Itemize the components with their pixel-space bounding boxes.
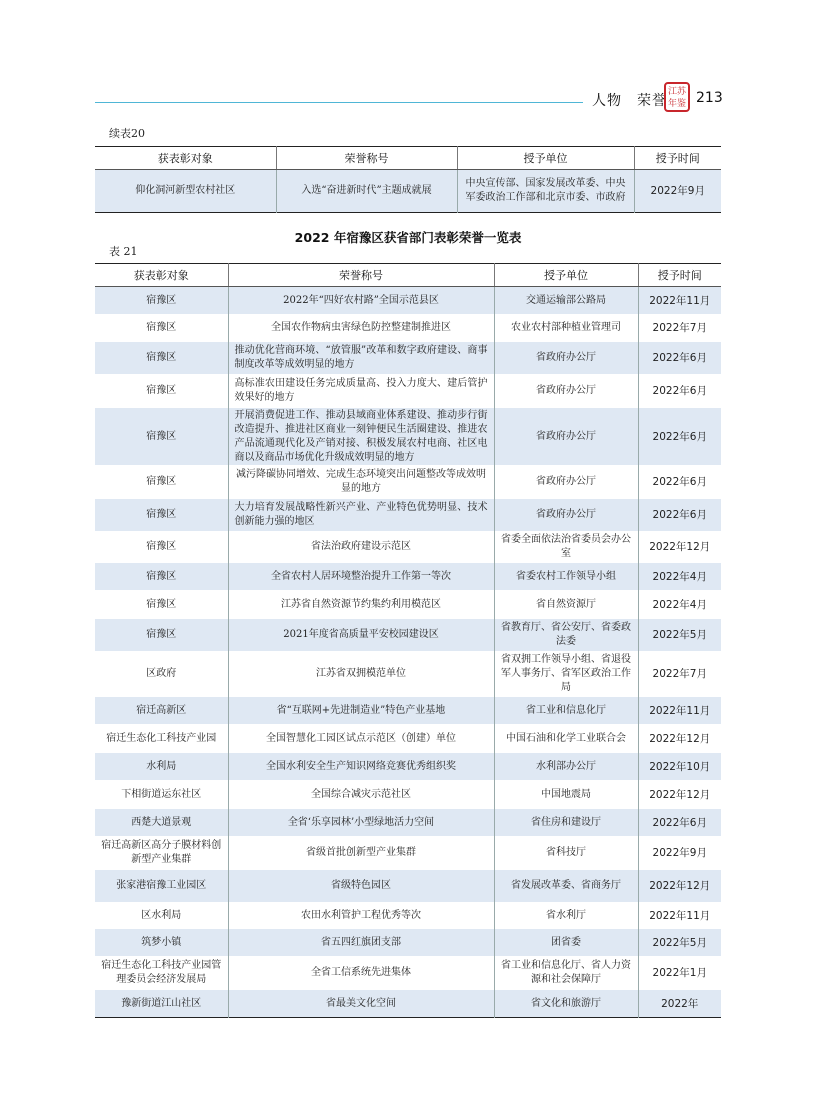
table-row	[95, 408, 721, 466]
honor-title-cell: 减污降碳协同增效、完成生态环境突出问题整改等成效明显的地方	[228, 466, 494, 499]
award-date-cell: 2022年4月	[638, 563, 721, 591]
page-number: 213	[696, 90, 723, 106]
table-header-row	[95, 264, 721, 287]
recipient-cell: 宿迁生态化工科技产业园管理委员会经济发展局	[95, 957, 228, 990]
column-header: 获表彰对象	[95, 147, 276, 170]
awarding-body-cell: 水利部办公厅	[494, 753, 638, 781]
awarding-body-cell: 省发展改革委、省商务厅	[494, 870, 638, 903]
recipient-cell: 区政府	[95, 652, 228, 697]
table-row	[95, 466, 721, 499]
award-date-cell: 2022年9月	[634, 170, 721, 213]
table-row	[95, 809, 721, 837]
recipient-cell: 宿迁高新区	[95, 697, 228, 725]
recipient-cell: 宿豫区	[95, 532, 228, 563]
table-row	[95, 781, 721, 809]
section-title: 人物 荣誉	[592, 93, 667, 109]
award-date-cell: 2022年7月	[638, 652, 721, 697]
honor-title-cell: 江苏省自然资源节约集约利用模范区	[228, 591, 494, 619]
table-row	[95, 837, 721, 870]
recipient-cell: 宿豫区	[95, 466, 228, 499]
recipient-cell: 仰化洞河新型农村社区	[95, 170, 276, 213]
table-row	[95, 619, 721, 652]
honor-title-cell: 全国农作物病虫害绿色防控整建制推进区	[228, 315, 494, 342]
recipient-cell: 筑梦小镇	[95, 929, 228, 957]
honor-title-cell: 省最美文化空间	[228, 990, 494, 1018]
recipient-cell: 宿豫区	[95, 315, 228, 342]
award-date-cell: 2022年5月	[638, 619, 721, 652]
award-date-cell: 2022年6月	[638, 342, 721, 375]
page-header	[0, 86, 816, 116]
honor-title-cell: 省“互联网+先进制造业”特色产业基地	[228, 697, 494, 725]
table-row	[95, 342, 721, 375]
recipient-cell: 宿豫区	[95, 563, 228, 591]
awarding-body-cell: 交通运输部公路局	[494, 287, 638, 315]
table-row	[95, 170, 721, 213]
award-date-cell: 2022年6月	[638, 466, 721, 499]
header-rule	[95, 102, 583, 103]
awarding-body-cell: 团省委	[494, 929, 638, 957]
honor-title-cell: 开展消费促进工作、推动县域商业体系建设、推动步行街改造提升、推进社区商业一刻钟便民生活圈建设、推进农产品流通现代化及产销对接、积极发展农村电商、社区电商以及商品市场优化升级成效明显的地方	[228, 408, 494, 466]
award-date-cell: 2022年11月	[638, 697, 721, 725]
award-date-cell: 2022年12月	[638, 725, 721, 753]
award-date-cell: 2022年4月	[638, 591, 721, 619]
table2-caption: 表 21	[109, 245, 138, 258]
honor-title-cell: 2021年度省高质量平安校园建设区	[228, 619, 494, 652]
recipient-cell: 宿豫区	[95, 591, 228, 619]
awarding-body-cell: 省工业和信息化厅	[494, 697, 638, 725]
award-date-cell: 2022年12月	[638, 781, 721, 809]
awarding-body-cell: 省委农村工作领导小组	[494, 563, 638, 591]
column-header: 授予时间	[638, 264, 721, 287]
awarding-body-cell: 省政府办公厅	[494, 466, 638, 499]
honor-title-cell: 省级首批创新型产业集群	[228, 837, 494, 870]
yearbook-seal-icon: 江苏 年鉴	[664, 82, 690, 112]
award-date-cell: 2022年6月	[638, 499, 721, 532]
award-date-cell: 2022年10月	[638, 753, 721, 781]
award-date-cell: 2022年7月	[638, 315, 721, 342]
awarding-body-cell: 中国石油和化学工业联合会	[494, 725, 638, 753]
awarding-body-cell: 省政府办公厅	[494, 499, 638, 532]
table-row	[95, 591, 721, 619]
award-date-cell: 2022年	[638, 990, 721, 1018]
recipient-cell: 水利局	[95, 753, 228, 781]
honor-title-cell: 2022年“四好农村路”全国示范县区	[228, 287, 494, 315]
award-date-cell: 2022年6月	[638, 408, 721, 466]
awarding-body-cell: 省住房和建设厅	[494, 809, 638, 837]
recipient-cell: 区水利局	[95, 903, 228, 929]
honor-title-cell: 全省工信系统先进集体	[228, 957, 494, 990]
award-date-cell: 2022年9月	[638, 837, 721, 870]
table-row	[95, 903, 721, 929]
award-date-cell: 2022年12月	[638, 870, 721, 903]
recipient-cell: 宿豫区	[95, 342, 228, 375]
column-header: 荣誉称号	[228, 264, 494, 287]
recipient-cell: 张家港宿豫工业园区	[95, 870, 228, 903]
awarding-body-cell: 省水利厅	[494, 903, 638, 929]
award-date-cell: 2022年5月	[638, 929, 721, 957]
table-row	[95, 532, 721, 563]
table-21	[95, 263, 721, 1018]
recipient-cell: 宿豫区	[95, 375, 228, 408]
table-row	[95, 375, 721, 408]
awarding-body-cell: 省工业和信息化厅、省人力资源和社会保障厅	[494, 957, 638, 990]
table-row	[95, 725, 721, 753]
honor-title-cell: 省法治政府建设示范区	[228, 532, 494, 563]
awarding-body-cell: 省科技厅	[494, 837, 638, 870]
table-row	[95, 957, 721, 990]
recipient-cell: 宿豫区	[95, 499, 228, 532]
honor-title-cell: 全国综合减灾示范社区	[228, 781, 494, 809]
table-row	[95, 697, 721, 725]
recipient-cell: 宿迁生态化工科技产业园	[95, 725, 228, 753]
honor-title-cell: 全省‘乐享园林’小型绿地活力空间	[228, 809, 494, 837]
table-row	[95, 870, 721, 903]
table-row	[95, 499, 721, 532]
table-row	[95, 287, 721, 315]
column-header: 授予时间	[634, 147, 721, 170]
table-header-row	[95, 147, 721, 170]
table-row	[95, 753, 721, 781]
recipient-cell: 宿豫区	[95, 408, 228, 466]
awarding-body-cell: 中央宣传部、国家发展改革委、中央军委政治工作部和北京市委、市政府	[457, 170, 634, 213]
table-20-continued	[95, 146, 721, 213]
awarding-body-cell: 省自然资源厅	[494, 591, 638, 619]
honor-title-cell: 江苏省双拥模范单位	[228, 652, 494, 697]
table-row	[95, 315, 721, 342]
awarding-body-cell: 省文化和旅游厅	[494, 990, 638, 1018]
honor-title-cell: 大力培育发展战略性新兴产业、产业特色优势明显、技术创新能力强的地区	[228, 499, 494, 532]
awarding-body-cell: 农业农村部种植业管理司	[494, 315, 638, 342]
recipient-cell: 豫新街道江山社区	[95, 990, 228, 1018]
recipient-cell: 下相街道运东社区	[95, 781, 228, 809]
table-row	[95, 652, 721, 697]
column-header: 荣誉称号	[276, 147, 457, 170]
award-date-cell: 2022年12月	[638, 532, 721, 563]
awarding-body-cell: 省委全面依法治省委员会办公室	[494, 532, 638, 563]
award-date-cell: 2022年11月	[638, 287, 721, 315]
honor-title-cell: 全国水利安全生产知识网络竞赛优秀组织奖	[228, 753, 494, 781]
column-header: 授予单位	[457, 147, 634, 170]
recipient-cell: 宿豫区	[95, 619, 228, 652]
awarding-body-cell: 中国地震局	[494, 781, 638, 809]
honor-title-cell: 高标准农田建设任务完成质量高、投入力度大、建后管护效果好的地方	[228, 375, 494, 408]
honor-title-cell: 入选“奋进新时代”主题成就展	[276, 170, 457, 213]
recipient-cell: 宿迁高新区高分子膜材料创新型产业集群	[95, 837, 228, 870]
awarding-body-cell: 省政府办公厅	[494, 342, 638, 375]
honor-title-cell: 省级特色园区	[228, 870, 494, 903]
award-date-cell: 2022年11月	[638, 903, 721, 929]
award-date-cell: 2022年6月	[638, 809, 721, 837]
table-row	[95, 563, 721, 591]
honor-title-cell: 农田水利管护工程优秀等次	[228, 903, 494, 929]
honor-title-cell: 推动优化营商环境、“放管服”改革和数字政府建设、商事制度改革等成效明显的地方	[228, 342, 494, 375]
honor-title-cell: 省五四红旗团支部	[228, 929, 494, 957]
recipient-cell: 西楚大道景观	[95, 809, 228, 837]
awarding-body-cell: 省政府办公厅	[494, 375, 638, 408]
awarding-body-cell: 省教育厅、省公安厅、省委政法委	[494, 619, 638, 652]
awarding-body-cell: 省政府办公厅	[494, 408, 638, 466]
table-row	[95, 929, 721, 957]
honor-title-cell: 全省农村人居环境整治提升工作第一等次	[228, 563, 494, 591]
awarding-body-cell: 省双拥工作领导小组、省退役军人事务厅、省军区政治工作局	[494, 652, 638, 697]
honor-title-cell: 全国智慧化工园区试点示范区（创建）单位	[228, 725, 494, 753]
table-row	[95, 990, 721, 1018]
award-date-cell: 2022年6月	[638, 375, 721, 408]
table2-title: 2022 年宿豫区获省部门表彰荣誉一览表	[294, 230, 522, 245]
recipient-cell: 宿豫区	[95, 287, 228, 315]
award-date-cell: 2022年1月	[638, 957, 721, 990]
column-header: 获表彰对象	[95, 264, 228, 287]
table1-caption: 续表20	[109, 127, 145, 140]
column-header: 授予单位	[494, 264, 638, 287]
